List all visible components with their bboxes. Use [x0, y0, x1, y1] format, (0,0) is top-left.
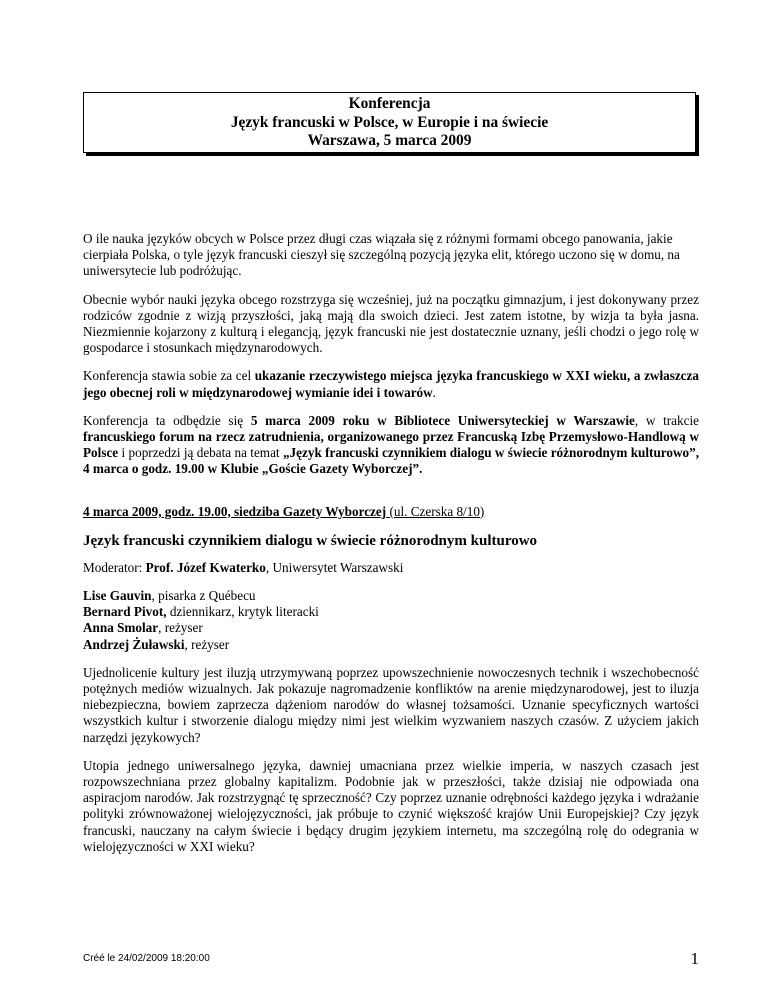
- speaker-role: , reżyser: [184, 636, 230, 652]
- title-line-1: Konferencja: [348, 95, 431, 112]
- intro-paragraph-2: Obecnie wybór nauki języka obcego rozstrzyga się wcześniej, już na początku gimnazjum, i jest dokonywany przez rodziców zgodnie z wizją przyszłości, jaką mają dla swoich dzieci. Jest zatem istotne, by wizja ta była jasna. Niezmiennie kojarzony z kulturą i elegancją, język francuski nie jest dostatecznie uznany, jeśli chodzi o jego rolę w gospodarce i stosunkach międzynarodowych.: [83, 291, 699, 356]
- speaker-role: , reżyser: [158, 620, 203, 636]
- speaker-item: [83, 620, 699, 636]
- moderator-name: Prof. Józef Kwaterko: [145, 559, 266, 575]
- speaker-name: Lise Gauvin: [83, 588, 152, 604]
- p4-text-bold-1: 5 marca 2009 roku w Bibliotece Uniwersyteckiej w Warszawie: [250, 412, 635, 428]
- speaker-name: Anna Smolar: [83, 620, 159, 636]
- created-timestamp: Créé le 24/02/2009 18:20:00: [83, 953, 210, 964]
- p4-text-a: Konferencja ta odbędzie się: [83, 412, 251, 428]
- conference-title-box: [83, 92, 696, 153]
- intro-paragraph-1: O ile nauka języków obcych w Polsce przez długi czas wiązała się z różnymi formami obcego panowania, jakie cierpiała Polska, o tyle język francuski cieszył się szczególną pozycją języka elit, którego uczono się w domu, na uniwersytecie lub podróżując.: [83, 231, 680, 279]
- speakers-list: [83, 588, 699, 653]
- speaker-role: , pisarka z Québecu: [151, 588, 256, 604]
- document-body: [83, 231, 699, 867]
- event-title: Język francuski czynnikiem dialogu w świecie różnorodnym kulturowo: [83, 532, 538, 549]
- speaker-item: [83, 588, 699, 604]
- moderator-affiliation: , Uniwersytet Warszawski: [265, 559, 404, 575]
- intro-paragraph-4: [83, 413, 699, 478]
- p3-text-bold: ukazanie rzeczywistego miejsca języka francuskiego w XXI wieku, a zwłaszcza jego obecnej roli w międzynarodowej wymianie idei i towarów: [83, 368, 699, 400]
- p4-text-bold-2: francuskiego forum na rzecz zatrudnienia, organizowanego przez Francuską Izbę Przemysłowo-Handlową w Polsce: [83, 429, 699, 461]
- p3-text-c: .: [432, 384, 436, 400]
- speaker-name: Bernard Pivot,: [83, 604, 167, 620]
- p4-text-e: i poprzedzi ją debata na temat: [118, 445, 283, 461]
- p4-text-bold-3: „Język francuski czynnikiem dialogu w świecie różnorodnym kulturowo”, 4 marca o godz. 19.00 w Klubie „Goście Gazety Wyborczej”.: [83, 445, 699, 477]
- moderator-label: Moderator:: [83, 559, 146, 575]
- page-number: 1: [690, 949, 699, 968]
- debate-paragraph-2: Utopia jednego uniwersalnego języka, dawniej umacniana przez wielkie imperia, w naszych czasach jest rozpowszechniana przez globalny kapitalizm. Podobnie jak w przeszłości, także dzisiaj nie odpowiada ona aspiracjom narodów. Jak rozstrzygnąć tę sprzeczność? Czy poprzez uznanie odrębności każdego języka i wdrażanie polityki zrównoważonej wielojęzyczności, jak próbuje to czynić większość krajów Unii Europejskiej? Czy język francuski, nauczany na całym świecie i będący drugim językiem internetu, ma szczególną rolę do odegrania w wielojęzyczności w XXI wieku?: [83, 757, 699, 854]
- event-date-line: [83, 504, 699, 520]
- moderator-line: [83, 560, 699, 576]
- p4-text-c: , w trakcie: [634, 412, 700, 428]
- speaker-role: dziennikarz, krytyk literacki: [166, 604, 319, 620]
- title-line-2: Język francuski w Polsce, w Europie i na świecie: [230, 113, 549, 131]
- speaker-name: Andrzej Żuławski: [83, 636, 185, 652]
- event-date: 4 marca 2009, godz. 19.00, siedziba Gazety Wyborczej: [83, 503, 387, 519]
- speaker-item: [83, 604, 699, 620]
- event-address: (ul. Czerska 8/10): [386, 503, 485, 519]
- speaker-item: [83, 637, 699, 653]
- title-line-3: Warszawa, 5 marca 2009: [307, 132, 472, 149]
- intro-paragraph-3: [83, 368, 699, 400]
- debate-paragraph-1: Ujednolicenie kultury jest iluzją utrzymywaną poprzez upowszechnienie nowoczesnych technik i wszechobecność potężnych mediów wizualnych. Jak pokazuje nagromadzenie konfliktów na arenie międzynarodowej, jest to iluzja niebezpieczna, bowiem zaprzecza dążeniom narodów do własnej tożsamości. Uznanie specyficznych wartości wszystkich kultur i stworzenie dialogu między nimi jest wielkim wyzwaniem naszych czasów. Z użyciem jakich narzędzi językowych?: [83, 664, 699, 745]
- page-footer: [83, 949, 699, 968]
- p3-text-a: Konferencja stawia sobie za cel: [83, 368, 255, 384]
